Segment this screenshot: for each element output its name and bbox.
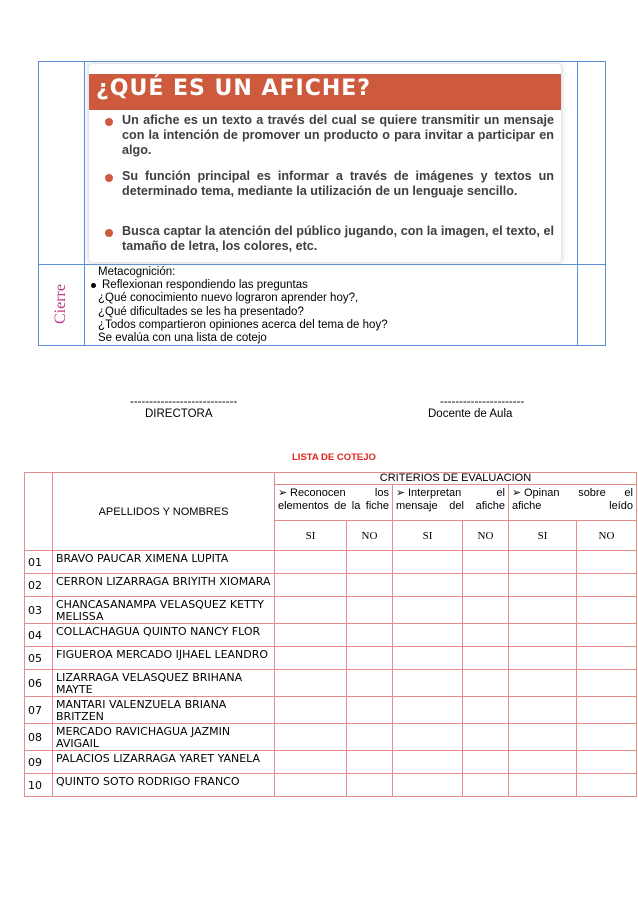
criterion-2 (393, 485, 509, 521)
student-name: MANTARI VALENZUELA BRIANA BRITZEN (53, 697, 275, 724)
arrow-bullet-icon: ➢ (396, 487, 406, 499)
bullet-icon (105, 174, 113, 182)
checklist-mark-cell[interactable] (347, 670, 393, 697)
teacher-signature-line: ---------------------- (440, 396, 525, 408)
student-row (25, 774, 637, 797)
student-number: 07 (25, 697, 53, 724)
checklist-mark-cell[interactable] (347, 751, 393, 774)
checklist-mark-cell[interactable] (509, 647, 577, 670)
checklist-mark-cell[interactable] (347, 597, 393, 624)
checklist-mark-cell[interactable] (577, 551, 637, 574)
student-row (25, 574, 637, 597)
director-signature-line: ---------------------------- (130, 396, 238, 408)
cierre-label-text: Cierre (52, 284, 69, 324)
teacher-label: Docente de Aula (428, 408, 513, 420)
names-header: APELLIDOS Y NOMBRES (53, 473, 275, 551)
student-row (25, 597, 637, 624)
checklist-mark-cell[interactable] (393, 574, 463, 597)
checklist-mark-cell[interactable] (393, 597, 463, 624)
checklist-title: LISTA DE COTEJO (292, 452, 376, 463)
checklist-mark-cell[interactable] (393, 670, 463, 697)
checklist-mark-cell[interactable] (509, 724, 577, 751)
student-number: 04 (25, 624, 53, 647)
criterion-3 (509, 485, 637, 521)
checklist-mark-cell[interactable] (463, 751, 509, 774)
student-number: 03 (25, 597, 53, 624)
checklist-mark-cell[interactable] (275, 774, 347, 797)
student-name: PALACIOS LIZARRAGA YARET YANELA (53, 751, 275, 774)
student-number: 05 (25, 647, 53, 670)
checklist-mark-cell[interactable] (393, 697, 463, 724)
poster-bullet-text: Un afiche es un texto a través del cual se quiere transmitir un mensaje con la intención de promover un producto o para invitar a participar en algo. (122, 113, 554, 157)
student-row (25, 551, 637, 574)
checklist-mark-cell[interactable] (393, 774, 463, 797)
checklist-mark-cell[interactable] (393, 647, 463, 670)
student-row (25, 697, 637, 724)
student-name: LIZARRAGA VELASQUEZ BRIHANA MAYTE (53, 670, 275, 697)
checklist-mark-cell[interactable] (347, 624, 393, 647)
yes-header: SI (393, 521, 463, 551)
student-number: 08 (25, 724, 53, 751)
checklist-mark-cell[interactable] (577, 697, 637, 724)
director-label: DIRECTORA (145, 408, 213, 420)
checklist-mark-cell[interactable] (463, 724, 509, 751)
checklist-table (24, 472, 637, 797)
checklist-mark-cell[interactable] (275, 551, 347, 574)
criterion-text: Reconocen los elementos de la fiche (278, 487, 389, 512)
checklist-mark-cell[interactable] (509, 597, 577, 624)
student-name: BRAVO PAUCAR XIMENA LUPITA (53, 551, 275, 574)
student-number: 09 (25, 751, 53, 774)
checklist-mark-cell[interactable] (577, 574, 637, 597)
checklist-mark-cell[interactable] (275, 751, 347, 774)
student-name: CERRON LIZARRAGA BRIYITH XIOMARA (53, 574, 275, 597)
arrow-bullet-icon: ➢ (278, 487, 288, 499)
no-header: NO (577, 521, 637, 551)
poster-title: ¿QUÉ ES UN AFICHE? (96, 76, 372, 101)
checklist-mark-cell[interactable] (463, 670, 509, 697)
checklist-mark-cell[interactable] (463, 551, 509, 574)
checklist-mark-cell[interactable] (275, 670, 347, 697)
checklist-mark-cell[interactable] (577, 597, 637, 624)
checklist-mark-cell[interactable] (347, 647, 393, 670)
afiche-poster-image (89, 64, 561, 262)
student-number: 06 (25, 670, 53, 697)
student-number: 10 (25, 774, 53, 797)
checklist-mark-cell[interactable] (577, 670, 637, 697)
bullet-icon (91, 283, 96, 288)
student-row (25, 624, 637, 647)
checklist-mark-cell[interactable] (347, 574, 393, 597)
student-number: 02 (25, 574, 53, 597)
metacognition-line: ¿Qué dificultades se les ha presentado? (98, 305, 304, 318)
checklist-mark-cell[interactable] (275, 624, 347, 647)
criteria-header: CRITERIOS DE EVALUACION (275, 473, 637, 485)
no-header: NO (463, 521, 509, 551)
checklist-mark-cell[interactable] (275, 697, 347, 724)
checklist-mark-cell[interactable] (577, 774, 637, 797)
student-row (25, 724, 637, 751)
arrow-bullet-icon: ➢ (512, 487, 522, 499)
cierre-label (48, 264, 74, 344)
checklist-mark-cell[interactable] (463, 647, 509, 670)
checklist-mark-cell[interactable] (463, 774, 509, 797)
checklist-mark-cell[interactable] (347, 724, 393, 751)
checklist-mark-cell[interactable] (463, 624, 509, 647)
checklist-mark-cell[interactable] (577, 724, 637, 751)
poster-bullet-text: Su función principal es informar a través de imágenes y textos un determinado tema, mediante la utilización de un lenguaje sencillo. (122, 169, 554, 198)
checklist-mark-cell[interactable] (509, 551, 577, 574)
checklist-mark-cell[interactable] (347, 697, 393, 724)
metacognition-heading: Metacognición: (98, 266, 176, 278)
metacognition-line: ¿Todos compartieron opiniones acerca del tema de hoy? (98, 318, 388, 331)
table-divider (39, 264, 605, 265)
checklist-mark-cell[interactable] (393, 551, 463, 574)
checklist-mark-cell[interactable] (509, 697, 577, 724)
metacognition-line: Se evalúa con una lista de cotejo (98, 332, 267, 345)
checklist-mark-cell[interactable] (509, 670, 577, 697)
student-row (25, 670, 637, 697)
checklist-mark-cell[interactable] (347, 551, 393, 574)
checklist-mark-cell[interactable] (275, 647, 347, 670)
student-name: MERCADO RAVICHAGUA JAZMIN AVIGAIL (53, 724, 275, 751)
checklist-mark-cell[interactable] (577, 624, 637, 647)
yes-header: SI (275, 521, 347, 551)
student-name: COLLACHAGUA QUINTO NANCY FLOR (53, 624, 275, 647)
student-name: FIGUEROA MERCADO IJHAEL LEANDRO (53, 647, 275, 670)
checklist-mark-cell[interactable] (463, 574, 509, 597)
table-divider (84, 62, 85, 345)
checklist-mark-cell[interactable] (577, 751, 637, 774)
checklist-mark-cell[interactable] (509, 574, 577, 597)
poster-bullet-text: Busca captar la atención del público jugando, con la imagen, el texto, el tamaño de letra, los colores, etc. (122, 224, 554, 253)
metacognition-line: Reflexionan respondiendo las preguntas (102, 279, 308, 292)
checklist-mark-cell[interactable] (393, 624, 463, 647)
yes-header: SI (509, 521, 577, 551)
student-name: QUINTO SOTO RODRIGO FRANCO (53, 774, 275, 797)
student-number: 01 (25, 551, 53, 574)
checklist-mark-cell[interactable] (393, 724, 463, 751)
bullet-icon (105, 229, 113, 237)
blank-header-cell (25, 473, 53, 551)
student-row (25, 751, 637, 774)
metacognition-block (98, 266, 578, 345)
checklist-mark-cell[interactable] (347, 774, 393, 797)
checklist-mark-cell[interactable] (463, 597, 509, 624)
criterion-text: Opinan sobre el afiche leído (512, 487, 633, 512)
checklist-mark-cell[interactable] (509, 624, 577, 647)
bullet-icon (105, 118, 113, 126)
checklist-mark-cell[interactable] (275, 597, 347, 624)
criterion-text: Interpretan el mensaje del afiche (396, 487, 505, 512)
checklist-mark-cell[interactable] (509, 774, 577, 797)
checklist-mark-cell[interactable] (393, 751, 463, 774)
student-name: CHANCASANAMPA VELASQUEZ KETTY MELISSA (53, 597, 275, 624)
checklist-mark-cell[interactable] (275, 724, 347, 751)
checklist-mark-cell[interactable] (509, 751, 577, 774)
student-row (25, 647, 637, 670)
checklist-mark-cell[interactable] (577, 647, 637, 670)
checklist-mark-cell[interactable] (463, 697, 509, 724)
criterion-1 (275, 485, 393, 521)
metacognition-line: ¿Qué conocimiento nuevo lograron aprender hoy?, (98, 292, 359, 305)
no-header: NO (347, 521, 393, 551)
checklist-mark-cell[interactable] (275, 574, 347, 597)
